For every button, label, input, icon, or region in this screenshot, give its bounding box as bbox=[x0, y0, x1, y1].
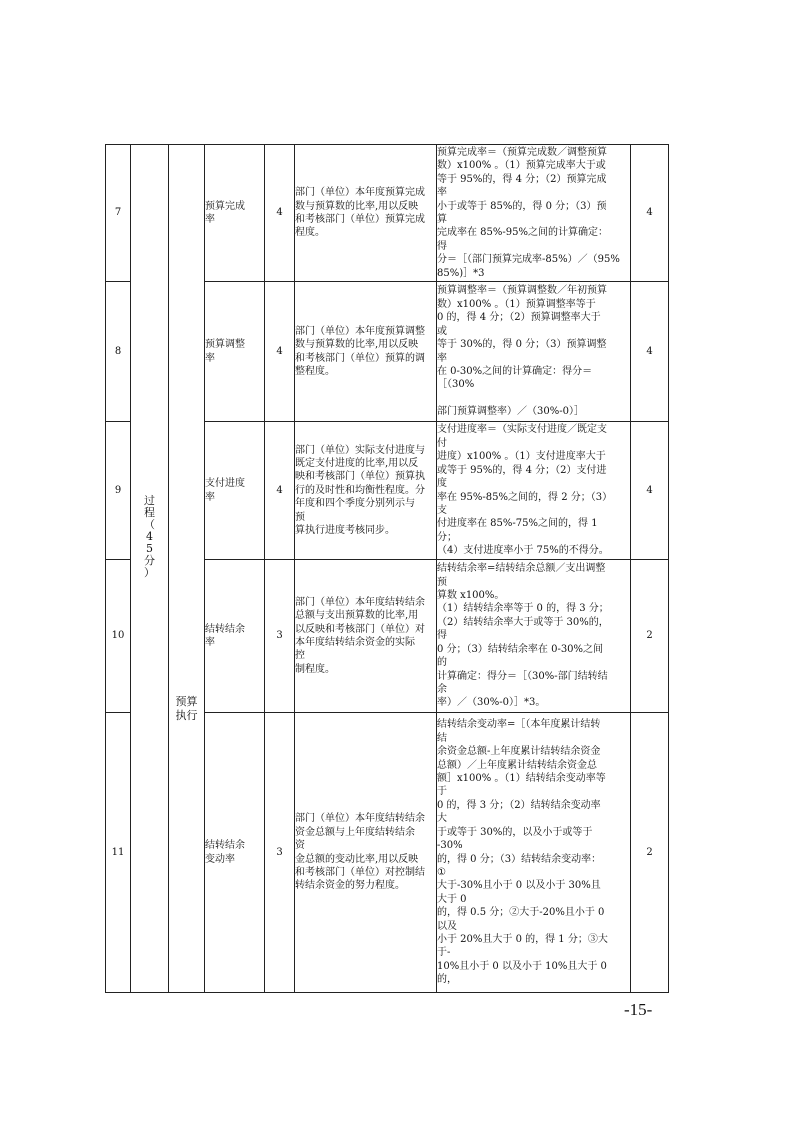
text-line: 结转结余 bbox=[205, 623, 245, 635]
indicator-description bbox=[295, 560, 437, 713]
text-line: 预算调整率＝（预算调整数／年初预算 bbox=[437, 285, 607, 297]
text-line: 算执行进度考核同步。 bbox=[295, 525, 395, 537]
text-line: 或等于 95%的，得 4 分；（2）支付进 bbox=[437, 464, 607, 476]
category-level1-char: （ bbox=[144, 518, 155, 531]
text-line: 支付进度率＝（实际支付进度／既定支 bbox=[437, 424, 607, 436]
text-line: 85%)］*3 bbox=[437, 267, 485, 279]
text-line: 预 bbox=[437, 576, 447, 588]
text-line: 大于 0 bbox=[437, 893, 467, 905]
text-line: 10%且小于 0 以及小于 10%且大于 0 bbox=[437, 960, 607, 972]
text-line: 小于或等于 85%的，得 0 分；（3）预 bbox=[437, 200, 607, 212]
text-line: （1）结转结余率等于 0 的，得 3 分； bbox=[437, 603, 609, 615]
text-line: 余资金总额-上年度累计结转结余资金 bbox=[437, 746, 601, 758]
text-line: 支 bbox=[437, 504, 447, 516]
text-line: 率 bbox=[437, 187, 447, 199]
text-line: 计算确定：得分＝［（30%-部门结转结 bbox=[437, 670, 608, 682]
category-level1 bbox=[131, 145, 169, 993]
text-line: ① bbox=[437, 866, 446, 878]
text-line: ［（30% bbox=[437, 379, 475, 391]
scoring-criteria bbox=[437, 145, 631, 282]
indicator-weight: 4 bbox=[265, 422, 295, 560]
text-line: 在 0-30%之间的计算确定：得分＝ bbox=[437, 365, 593, 377]
indicator-name bbox=[205, 422, 265, 560]
text-line: 余 bbox=[437, 683, 447, 695]
text-line: （2）结转结余率大于或等于 30%的， bbox=[437, 616, 609, 628]
text-line: 结 bbox=[437, 732, 447, 744]
scoring-criteria bbox=[437, 560, 631, 713]
text-line: 和考核部门（单位）预算完成 bbox=[295, 214, 425, 225]
text-line: 0 的，得 3 分；（2）结转结余变动率 bbox=[437, 799, 601, 811]
text-line: 得 bbox=[437, 240, 447, 252]
row-number: 9 bbox=[106, 422, 131, 560]
text-line: 分； bbox=[437, 531, 457, 543]
text-line: 结转结余率=结转结余总额／支出调整 bbox=[437, 563, 606, 575]
text-line: 转结余资金的努力程度。 bbox=[295, 880, 405, 892]
text-line: 部门（单位）本年度结转结余 bbox=[295, 813, 425, 825]
category-level1-char: 分 bbox=[144, 554, 155, 567]
text-line: 以及 bbox=[437, 920, 457, 932]
indicator-description bbox=[295, 422, 437, 560]
text-line: 于 bbox=[437, 786, 447, 798]
text-line: 部门（单位）实际支付进度与 bbox=[295, 444, 425, 456]
scoring-criteria bbox=[437, 282, 631, 422]
text-line: 0 的，得 4 分；（2）预算调整率大于 bbox=[437, 312, 601, 324]
text-line: 部门（单位）本年度预算调整 bbox=[295, 325, 425, 337]
text-line: 支付进度 bbox=[205, 478, 245, 490]
text-line: 本年度结转结余资金的实际 bbox=[295, 637, 415, 648]
text-line: 于- bbox=[437, 947, 451, 959]
indicator-name bbox=[205, 713, 265, 993]
indicator-weight: 4 bbox=[265, 145, 295, 282]
text-line: 结转结余变动率=［（本年度累计结转 bbox=[437, 719, 601, 731]
text-line: 的，得 0 分；（3）结转结余变动率： bbox=[437, 853, 602, 865]
text-line: 率 bbox=[205, 637, 215, 648]
text-line: 大 bbox=[437, 813, 447, 825]
text-line: 小于 20%且大于 0 的，得 1 分；③大 bbox=[437, 933, 608, 945]
text-line: 等于 30%的，得 0 分；（3）预算调整 bbox=[437, 339, 607, 351]
category-level1-char: 程 bbox=[144, 506, 155, 519]
indicator-name bbox=[205, 282, 265, 422]
text-line: 付 bbox=[437, 437, 447, 449]
category-level2-line: 预算 bbox=[175, 695, 198, 708]
text-line: 的， bbox=[437, 974, 457, 986]
text-line: 映和考核部门（单位）预算执 bbox=[295, 471, 425, 483]
text-line: 预 bbox=[295, 511, 305, 523]
text-line: 变动率 bbox=[205, 853, 235, 865]
indicator-weight: 4 bbox=[265, 282, 295, 422]
text-line: 制程度。 bbox=[295, 663, 335, 675]
text-line: 以反映和考核部门（单位）对 bbox=[295, 623, 425, 635]
text-line: 年度和四个季度分别列示与 bbox=[295, 498, 415, 510]
text-line: -30% bbox=[437, 840, 463, 852]
text-line: 的，得 0.5 分；②大于-20%且小于 0 bbox=[437, 907, 605, 919]
indicator-score: 4 bbox=[631, 282, 669, 422]
text-line: 额］x100% 。（1）结转结余变动率等 bbox=[437, 773, 606, 785]
text-line bbox=[437, 392, 630, 405]
indicator-name bbox=[205, 560, 265, 713]
indicator-description bbox=[295, 713, 437, 993]
text-line: 预算调整 bbox=[205, 339, 245, 351]
text-line: （4）支付进度率小于 75%的不得分。 bbox=[437, 545, 609, 557]
category-level2 bbox=[169, 145, 205, 993]
indicator-description bbox=[295, 145, 437, 282]
text-line: 数）x100% 。（1）预算完成率大于或 bbox=[437, 160, 606, 172]
evaluation-table bbox=[105, 144, 669, 993]
text-line: 部门预算调整率）／（30%-0）］ bbox=[437, 406, 584, 418]
text-line: 和考核部门（单位）预算的调 bbox=[295, 352, 425, 364]
text-line: 总额）／上年度累计结转结余资金总 bbox=[437, 759, 597, 771]
indicator-score: 4 bbox=[631, 422, 669, 560]
text-line: 率 bbox=[205, 352, 215, 364]
text-line: 算数 x100%。 bbox=[437, 590, 505, 602]
text-line: 率）／（30%-0）］*3。 bbox=[437, 697, 546, 709]
row-number: 11 bbox=[106, 713, 131, 993]
text-line: 整程度。 bbox=[295, 365, 335, 377]
page-number: -15- bbox=[624, 1000, 653, 1019]
category-level1-char: ） bbox=[144, 566, 155, 579]
text-line: 于或等于 30%的，以及小于或等于 bbox=[437, 826, 593, 838]
text-line: 0 分；（3）结转结余率在 0-30%之间 bbox=[437, 643, 604, 655]
text-line: 率 bbox=[205, 491, 215, 503]
row-number: 10 bbox=[106, 560, 131, 713]
scoring-criteria bbox=[437, 713, 631, 993]
text-line: 部门（单位）本年度预算完成 bbox=[295, 187, 425, 199]
category-level1-char: 5 bbox=[146, 542, 153, 555]
text-line: 金总额的变动比率,用以反映 bbox=[295, 853, 419, 865]
text-line: 度 bbox=[437, 478, 447, 490]
row-number: 8 bbox=[106, 282, 131, 422]
text-line: 部门（单位）本年度结转结余 bbox=[295, 596, 425, 608]
text-line: 完成率在 85%-95%之间的计算确定： bbox=[437, 227, 609, 239]
text-line: 得 bbox=[437, 630, 447, 642]
row-number: 7 bbox=[106, 145, 131, 282]
text-line: 数与预算数的比率,用以反映 bbox=[295, 200, 419, 212]
text-line: 数）x100% 。（1）预算调整率等于 bbox=[437, 298, 596, 310]
text-line: 率在 95%-85%之间的，得 2 分；（3） bbox=[437, 491, 613, 503]
text-line: 的 bbox=[437, 657, 447, 669]
scoring-criteria bbox=[437, 422, 631, 560]
text-line: 算 bbox=[437, 214, 447, 225]
text-line: 既定支付进度的比率,用以反 bbox=[295, 457, 419, 469]
indicator-weight: 3 bbox=[265, 560, 295, 713]
text-line: 率 bbox=[437, 352, 447, 364]
text-line: 程度。 bbox=[295, 227, 325, 239]
text-line: 付进度率在 85%-75%之间的，得 1 bbox=[437, 518, 598, 530]
text-line: 和考核部门（单位）对控制结 bbox=[295, 866, 425, 878]
category-level1-char: 4 bbox=[146, 530, 153, 543]
text-line: 资金总额与上年度结转结余 bbox=[295, 826, 415, 838]
text-line: 进度）x100% 。（1）支付进度率大于 bbox=[437, 451, 606, 463]
indicator-score: 2 bbox=[631, 560, 669, 713]
text-line: 率 bbox=[205, 214, 215, 225]
text-line: 总额与支出预算数的比率,用 bbox=[295, 610, 419, 622]
text-line: 行的及时性和均衡性程度。分 bbox=[295, 484, 425, 496]
indicator-score: 2 bbox=[631, 713, 669, 993]
text-line: 大于-30%且小于 0 以及小于 30%且 bbox=[437, 880, 601, 892]
indicator-score: 4 bbox=[631, 145, 669, 282]
text-line: 等于 95%的，得 4 分；（2）预算完成 bbox=[437, 173, 607, 185]
indicator-description bbox=[295, 282, 437, 422]
text-line: 分＝［（部门预算完成率-85%）／（95% bbox=[437, 254, 620, 266]
text-line: 结转结余 bbox=[205, 840, 245, 852]
text-line: 或 bbox=[437, 325, 447, 337]
text-line: 资 bbox=[295, 840, 305, 852]
indicator-weight: 3 bbox=[265, 713, 295, 993]
table-row bbox=[106, 145, 669, 282]
text-line: 预算完成率＝（预算完成数／调整预算 bbox=[437, 146, 607, 158]
category-level1-char: 过 bbox=[144, 494, 155, 507]
text-line: 预算完成 bbox=[205, 200, 245, 212]
category-level2-line: 执行 bbox=[175, 709, 198, 722]
indicator-name bbox=[205, 145, 265, 282]
text-line: 控 bbox=[295, 650, 305, 662]
text-line: 数与预算数的比率,用以反映 bbox=[295, 339, 419, 351]
